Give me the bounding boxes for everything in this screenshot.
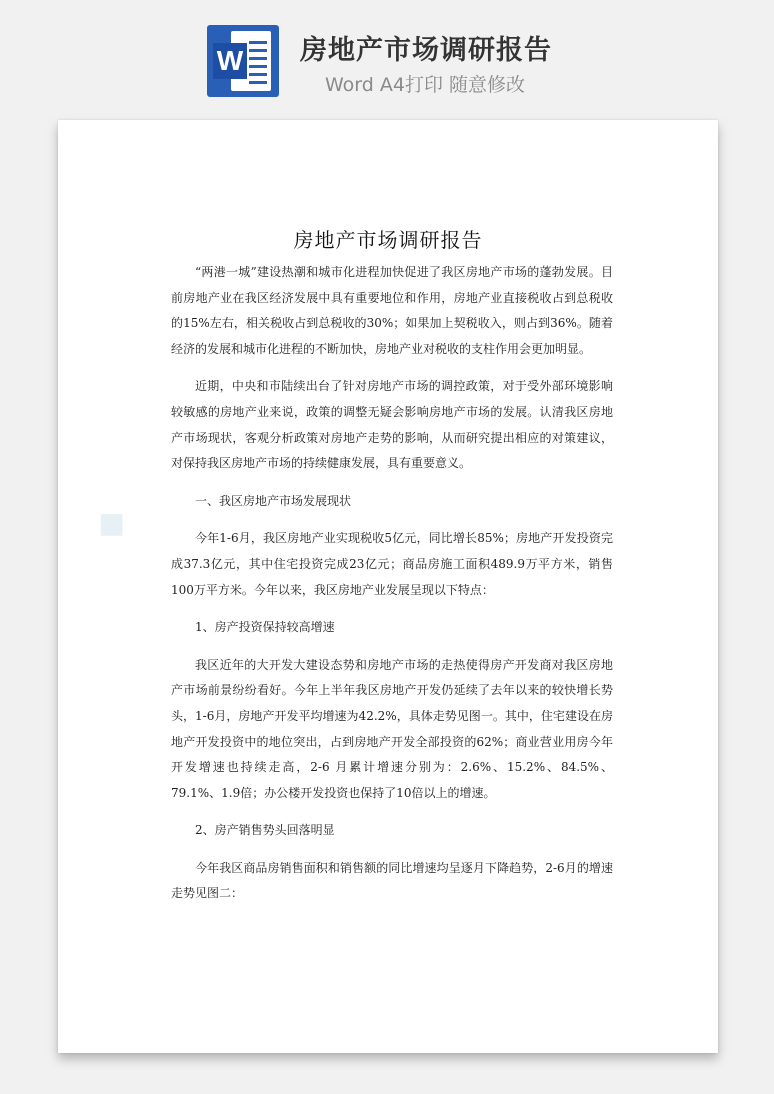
paragraph: “两港一城”建设热潮和城市化进程加快促进了我区房地产市场的蓬勃发展。目前房地产业在我区经济发展中具有重要地位和作用，房地产业直接税收占到总税收的15%左右，相关税收占到总税收的30%；如果加上契税收入，则占到36%。随着经济的发展和城市化进程的不断加快，房地产业对税收的支柱作用会更加明显。 [171,265,613,356]
watermark: ◆ [86,495,141,551]
document-body [171,260,613,919]
word-letter: W [213,43,247,79]
header-title: 房地产市场调研报告 [300,35,552,66]
header-subtitle: Word A4打印 随意修改 [325,74,526,96]
header [0,0,774,110]
paragraph: 今年1-6月，我区房地产业实现税收5亿元，同比增长85%；房地产开发投资完成37.3亿元，其中住宅投资完成23亿元；商品房施工面积489.9万平方米，销售100万平方米。今年以来，我区房地产业发展呈现以下特点： [171,531,613,597]
paragraph: 今年我区商品房销售面积和销售额的同比增速均呈逐月下降趋势，2-6月的增速走势见图二： [171,860,613,901]
document-title: 房地产市场调研报告 [293,228,483,252]
section-heading: 一、我区房地产市场发展现状 [195,493,352,508]
word-icon [207,25,279,97]
document-page [58,120,718,1053]
paragraph: 近期，中央和市陆续出台了针对房地产市场的调控政策，对于受外部环境影响较敏感的房地产业来说，政策的调整无疑会影响房地产市场的发展。认清我区房地产市场现状，客观分析政策对房地产走势的影响，从而研究提出相应的对策建议，对保持我区房地产市场的持续健康发展，具有重要意义。 [171,379,613,471]
paragraph: 我区近年的大开发大建设态势和房地产市场的走热使得房产开发商对我区房地产市场前景纷纷看好。今年上半年我区房地产开发仍延续了去年以来的较快增长势头，1-6月，房地产开发平均增速为42.2%，具体走势见图一。其中，住宅建设在房地产开发投资中的地位突出，占到房地产开发全部投资的62%；商业营业用房今年开发增速也持续走高，2-6 月累计增速分别为：2.6%、15.2%、84.5%、79.1%、1.9倍；办公楼开发投资也保持了10倍以上的增速。 [171,657,613,800]
subsection-heading: 1、房产投资保持较高增速 [195,620,335,635]
subsection-heading: 2、房产销售势头回落明显 [195,823,335,838]
